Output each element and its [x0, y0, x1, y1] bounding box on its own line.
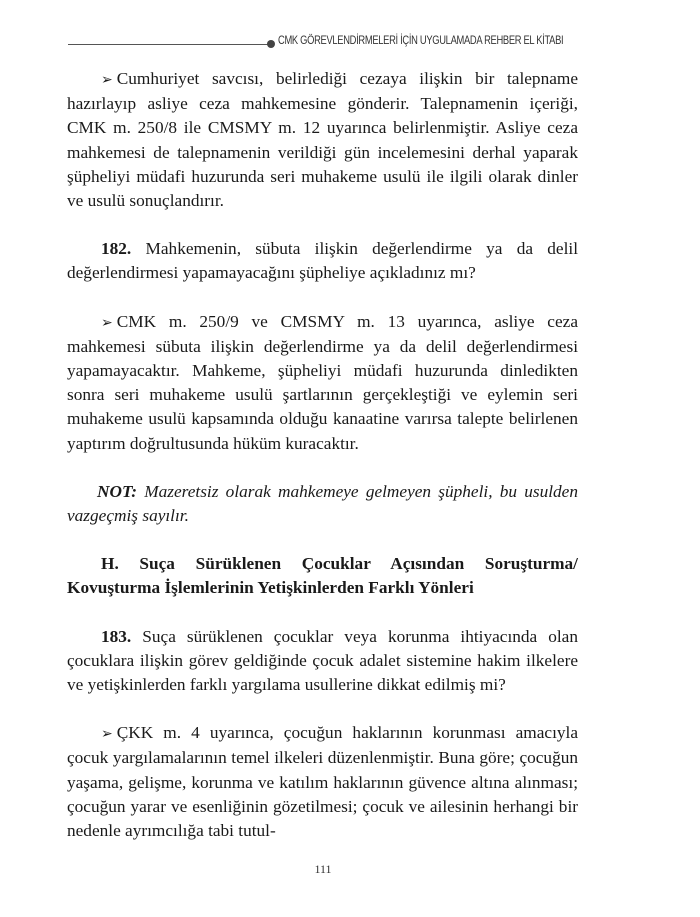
answer-paragraph-1	[67, 67, 578, 213]
question-182	[67, 237, 578, 285]
page-number: 111	[314, 862, 332, 876]
arrow-bullet-icon: ➢	[101, 726, 113, 743]
question-number-182: 182.	[101, 239, 132, 259]
note-text: Mazeretsiz olarak mahkemeye gelmeyen şüpheli, bu usulden vazgeçmiş sayılır.	[67, 481, 578, 526]
answer-text-1: Cumhuriyet savcısı, belirlediği cezaya ilişkin bir talepname hazırlayıp asliye ceza mahkemesine gönderir. Talepnamenin içeriği, CMK m. 250/8 ile CMSMY m. 12 uyarınca belirlenmiştir. Asliye ceza mahkemesi de talepnamenin verildiği gün incelemesini derhal yaparak şüpheliyi müdafi huzurunda seri muhakeme usulü ile ilgili olarak dinler ve usulü sonuçlandırır.	[67, 69, 578, 211]
page-content	[67, 67, 578, 843]
question-number-183: 183.	[101, 626, 132, 646]
running-header	[68, 30, 582, 52]
note-label: NOT:	[97, 481, 137, 501]
arrow-bullet-icon: ➢	[101, 72, 113, 88]
note-paragraph	[67, 480, 578, 528]
header-rule	[68, 44, 268, 45]
question-text-183: Suça sürüklenen çocuklar veya korunma ihtiyacında olan çocuklara ilişkin görev geldiğinde çocuk adalet sistemine hakim ilkelere ve yetişkinlerden farklı yargılama usullerine dikkat edilmiş mi?	[67, 626, 578, 695]
answer-paragraph-3	[67, 721, 578, 843]
arrow-bullet-icon: ➢	[101, 314, 113, 331]
header-bullet-icon	[267, 40, 275, 48]
question-183	[67, 625, 578, 698]
header-title: CMK GÖREVLENDİRMELERİ İÇİN UYGULAMADA REHBER EL KİTABI	[278, 33, 564, 47]
answer-paragraph-2	[67, 310, 578, 456]
question-text-182: Mahkemenin, sübuta ilişkin değerlendirme ya da delil değerlendirmesi yapamayacağını şüpheliye açıkladınız mı?	[67, 239, 579, 283]
answer-text-2: CMK m. 250/9 ve CMSMY m. 13 uyarınca, asliye ceza mahkemesi sübuta ilişkin değerlendirme ya da delil değerlendirmesi yapamayacaktır. Mahkeme, şüpheliyi müdafi huzurunda dinledikten sonra seri muhakeme usulü şartlarının gerçekleştiği ve eylemin seri muhakeme usulü kapsamında olduğu kanaatine varırsa talepte belirlenen yaptırım doğrultusunda hüküm kuracaktır.	[67, 311, 578, 453]
section-heading-h: H. Suça Sürüklenen Çocuklar Açısından Soruşturma/ Kovuşturma İşlemlerinin Yetişkinlerden Farklı Yönleri	[67, 554, 578, 598]
answer-text-3: ÇKK m. 4 uyarınca, çocuğun haklarının korunması amacıyla çocuk yargılamalarının temel ilkeleri düzenlenmiştir. Buna göre; çocuğun yaşama, gelişme, korunma ve katılım haklarının güvence altına alınması; çocuğun yarar ve esenliğinin gözetilmesi; çocuk ve ailesinin herhangi bir nedenle ayrımcılığa tabi tutul-	[67, 723, 578, 841]
